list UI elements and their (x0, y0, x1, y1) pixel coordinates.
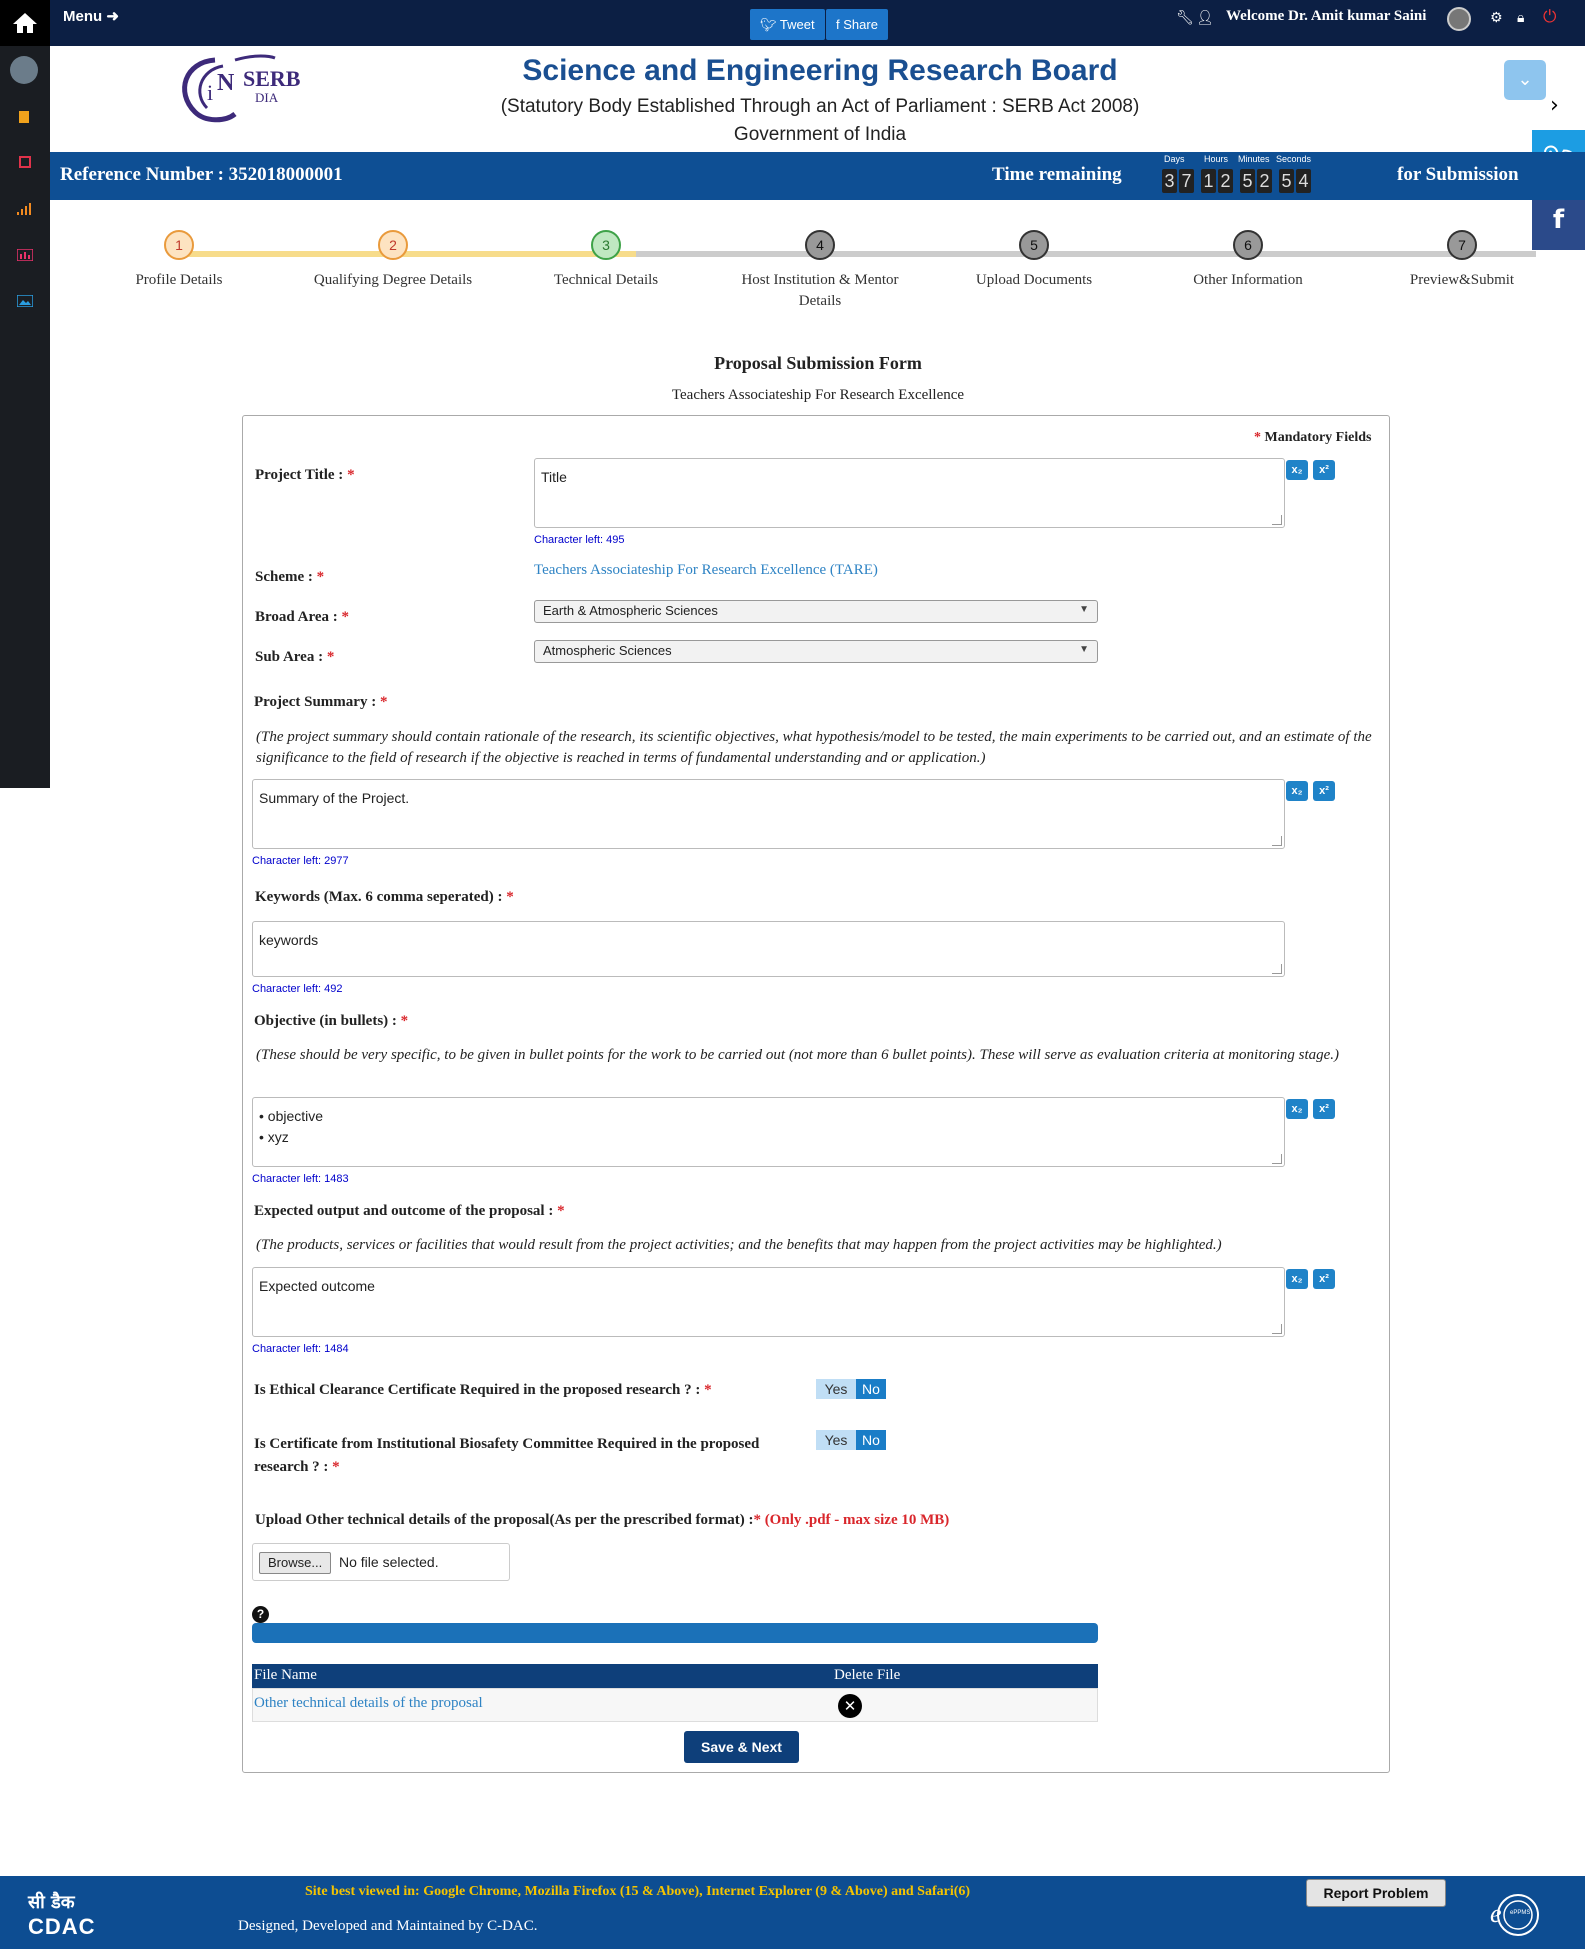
upload-progress-bar (252, 1623, 1098, 1643)
save-next-button[interactable]: Save & Next (684, 1731, 799, 1763)
resize-grip[interactable] (1272, 515, 1282, 525)
browser-note: Site best viewed in: Google Chrome, Mozilla Firefox (15 & Above), Internet Explorer (9 & Above) and Safari(6) (305, 1884, 971, 1899)
developer-note: Designed, Developed and Maintained by C-DAC. (238, 1918, 538, 1934)
days-label: Days (1164, 154, 1185, 164)
no-file-text: No file selected. (339, 1554, 439, 1570)
label-text: Scheme : (255, 569, 317, 585)
countdown-digit: 3 (1162, 169, 1177, 193)
summary-value: Summary of the Project. (259, 790, 410, 806)
step-profile-details[interactable] (79, 230, 279, 291)
required-asterisk: * (326, 649, 335, 665)
label-text: Project Title : (255, 467, 348, 483)
required-asterisk: * (400, 1013, 409, 1029)
minutes-label: Minutes (1238, 154, 1270, 164)
upload-note: (Only .pdf - max size 10 MB) (764, 1512, 950, 1528)
signal-icon[interactable] (17, 203, 33, 217)
step-technical-details[interactable] (506, 230, 706, 291)
subscript-button[interactable]: x₂ (1286, 1269, 1308, 1289)
keywords-value: keywords (259, 932, 319, 948)
summary-label (254, 694, 387, 711)
countdown-digit: 5 (1240, 169, 1255, 193)
scheme-label (255, 569, 324, 586)
column-file-name: File Name (254, 1667, 317, 1683)
table-row (252, 1688, 1098, 1722)
superscript-button[interactable]: x² (1313, 781, 1335, 801)
subscript-button[interactable]: x₂ (1286, 781, 1308, 801)
label-text: Expected output and outcome of the proposal : (254, 1203, 558, 1219)
required-asterisk: * (316, 569, 325, 585)
required-asterisk: * (506, 889, 514, 905)
eppms-logo (1484, 1890, 1546, 1940)
step-number: 2 (378, 230, 408, 260)
objective-input[interactable] (252, 1097, 1285, 1167)
subscript-button[interactable]: x₂ (1286, 1099, 1308, 1119)
resize-grip[interactable] (1272, 1324, 1282, 1334)
step-other-information[interactable] (1148, 230, 1348, 291)
required-asterisk: * (753, 1512, 761, 1528)
step-qualifying-degree[interactable] (293, 230, 493, 291)
wrench-icon[interactable]: 🔧︎ (1176, 10, 1194, 26)
superscript-button[interactable]: x² (1313, 1269, 1335, 1289)
tweet-button[interactable] (750, 9, 825, 40)
step-number: 1 (164, 230, 194, 260)
power-icon[interactable]: ⏻ (1543, 7, 1557, 27)
objective-note: (These should be very specific, to be given in bullet points for the work to be carried out (not more than 6 bullet points). These will serve as evaluation criteria at monitoring stage.) (256, 1047, 1340, 1063)
twitter-icon: 🐦︎ (760, 17, 777, 32)
uploaded-files-table (252, 1664, 1098, 1722)
label-text: Is Ethical Clearance Certificate Required in the proposed research ? : (254, 1382, 705, 1398)
objective-line: • xyz (259, 1129, 289, 1145)
seconds-label: Seconds (1276, 154, 1312, 164)
step-label: Host Institution & Mentor Details (741, 272, 899, 309)
toggle-no[interactable]: No (856, 1430, 886, 1450)
settings-icon[interactable]: ⚙ (1490, 10, 1503, 26)
progress-stepper (50, 230, 1550, 330)
upload-label (255, 1512, 949, 1529)
resize-grip[interactable] (1272, 1154, 1282, 1164)
svg-text:N: N (217, 70, 235, 96)
facebook-icon: f (1552, 205, 1565, 235)
project-title-label (255, 467, 355, 484)
cdac-text: CDAC (28, 1914, 96, 1939)
collapse-header-button[interactable] (1504, 60, 1546, 100)
label-text: Is Certificate from Institutional Biosafety Committee Required in the proposed research ? : (254, 1436, 760, 1475)
sub-area-select[interactable] (534, 640, 1098, 663)
required-asterisk: * (341, 609, 350, 625)
step-number: 6 (1233, 230, 1263, 260)
help-icon[interactable]: ? (252, 1606, 269, 1623)
label-text: Objective (in bullets) : (254, 1013, 401, 1029)
logo-subtext: DIA (255, 90, 279, 105)
outcome-char-count: Character left: 1484 (252, 1343, 349, 1355)
dropdown-arrow-icon: ▼ (1079, 604, 1089, 615)
objective-char-count: Character left: 1483 (252, 1173, 349, 1185)
mandatory-label: Mandatory Fields (1264, 430, 1372, 445)
superscript-button[interactable]: x² (1313, 1099, 1335, 1119)
step-number: 3 (591, 230, 621, 260)
menu-toggle[interactable] (63, 7, 119, 25)
outcome-input[interactable] (252, 1267, 1285, 1337)
left-sidebar (0, 46, 50, 788)
biosafety-toggle[interactable] (816, 1430, 886, 1450)
step-label: Profile Details (135, 272, 223, 288)
label-text: Sub Area : (255, 649, 327, 665)
keywords-label (255, 889, 514, 906)
label-text: Project Summary : (254, 694, 380, 710)
browse-button[interactable]: Browse... (259, 1552, 331, 1574)
countdown-digit: 1 (1201, 169, 1216, 193)
for-submission-label: for Submission (1397, 164, 1519, 185)
logo-text: SERB (243, 66, 301, 91)
step-label: Technical Details (553, 272, 659, 288)
delete-icon[interactable]: ✕ (838, 1694, 862, 1718)
sub-area-label (255, 649, 334, 666)
step-upload-documents[interactable] (934, 230, 1134, 291)
file-link[interactable]: Other technical details of the proposal (254, 1695, 483, 1711)
image-glyph (17, 295, 33, 307)
step-label: Preview&Submit (1409, 272, 1515, 288)
site-footer (0, 1876, 1585, 1949)
government-label: Government of India (733, 124, 907, 145)
outcome-value: Expected outcome (259, 1278, 375, 1294)
keywords-char-count: Character left: 492 (252, 983, 343, 995)
sign-in-icon: ➜ (106, 8, 119, 25)
reference-number: Reference Number : 352018000001 (60, 164, 343, 185)
countdown-digit: 2 (1257, 169, 1272, 193)
toggle-no[interactable]: No (856, 1379, 886, 1399)
hours-label: Hours (1204, 154, 1229, 164)
required-asterisk: * (704, 1382, 712, 1398)
project-title-value: Title (541, 469, 567, 485)
svg-text:e: e (1490, 1899, 1502, 1928)
toggle-yes[interactable]: Yes (816, 1379, 856, 1399)
outcome-label (254, 1203, 565, 1220)
broad-area-select[interactable] (534, 600, 1098, 623)
label-text: Broad Area : (255, 609, 342, 625)
countdown-timer (1162, 154, 1332, 198)
document-icon[interactable] (19, 111, 29, 123)
form-heading: Proposal Submission Form (714, 353, 922, 373)
step-label: Qualifying Degree Details (313, 272, 473, 288)
countdown-digit: 5 (1279, 169, 1294, 193)
home-icon (12, 11, 38, 35)
chevron-down-icon: ⌄ (1517, 69, 1533, 90)
dropdown-arrow-icon: ▼ (1079, 644, 1089, 655)
profile-avatar[interactable] (1447, 7, 1471, 31)
top-navbar (0, 0, 1585, 46)
objective-label (254, 1013, 408, 1030)
reference-bar (50, 152, 1585, 200)
column-delete-file: Delete File (834, 1667, 901, 1683)
step-preview-submit[interactable] (1362, 230, 1562, 291)
share-label: Share (843, 17, 878, 32)
ethical-clearance-label (254, 1382, 712, 1399)
chevron-right-icon[interactable]: › (1550, 93, 1559, 118)
required-asterisk: * (557, 1203, 565, 1219)
label-text: Keywords (Max. 6 comma seperated) : (255, 889, 507, 905)
signal-bars (17, 203, 33, 215)
subscript-button[interactable]: x₂ (1286, 460, 1308, 480)
page-subtitle: (Statutory Body Established Through an Act of Parliament : SERB Act 2008) (500, 96, 1140, 117)
tweet-label: Tweet (779, 17, 815, 32)
cdac-logo (28, 1890, 96, 1940)
file-input[interactable] (252, 1543, 510, 1581)
required-asterisk: * (379, 694, 388, 710)
summary-note: (The project summary should contain rationale of the research, its scientific objectives, what hypothesis/model to be tested, the main experiments to be carried out, and an estimate of the significance to the field of research if the objective is reached in terms of fundamental understanding and or application.) (256, 729, 1372, 766)
step-host-institution[interactable] (720, 230, 920, 312)
required-asterisk: * (332, 1459, 340, 1475)
countdown-digit: 7 (1179, 169, 1194, 193)
ethical-clearance-toggle[interactable] (816, 1379, 886, 1399)
menu-label: Menu (63, 8, 103, 25)
biosafety-label (254, 1433, 794, 1479)
home-button[interactable] (0, 0, 50, 46)
summary-input[interactable] (252, 779, 1285, 849)
countdown-digit: 4 (1296, 169, 1311, 193)
project-title-char-count: Character left: 495 (534, 534, 625, 546)
keywords-input[interactable] (252, 921, 1285, 977)
required-asterisk: * (1254, 430, 1261, 445)
label-text: Upload Other technical details of the proposal(As per the prescribed format) : (255, 1512, 754, 1528)
time-remaining-label: Time remaining (992, 164, 1122, 185)
outcome-note: (The products, services or facilities that would result from the project activities; and the benefits that may happen from the project activities may be highlighted.) (256, 1237, 1222, 1253)
sub-area-selected: Atmospheric Sciences (543, 643, 672, 658)
image-icon[interactable] (17, 295, 33, 309)
summary-char-count: Character left: 2977 (252, 855, 349, 867)
svg-text:i: i (207, 80, 214, 105)
table-header (252, 1664, 1098, 1688)
edit-icon[interactable] (19, 156, 31, 168)
share-button[interactable] (826, 9, 888, 40)
step-label: Other Information (1193, 272, 1303, 288)
project-title-input[interactable] (534, 458, 1285, 528)
superscript-button[interactable]: x² (1313, 460, 1335, 480)
broad-area-selected: Earth & Atmospheric Sciences (543, 603, 718, 618)
mandatory-note (1254, 430, 1371, 446)
sidebar-avatar[interactable] (10, 56, 38, 84)
eppms-text: ePPMS (1510, 1910, 1531, 1916)
step-number: 7 (1447, 230, 1477, 260)
user-icon: 👤︎ (1196, 10, 1214, 26)
bar-chart-icon[interactable] (17, 249, 33, 263)
facebook-icon: f (836, 17, 840, 32)
toggle-yes[interactable]: Yes (816, 1430, 856, 1450)
page-title: Science and Engineering Research Board (522, 54, 1118, 87)
lock-icon[interactable]: 🔒︎ (1517, 10, 1525, 26)
cdac-hindi: सी डैक (28, 1892, 75, 1913)
broad-area-label (255, 609, 349, 626)
step-label: Upload Documents (975, 272, 1093, 288)
report-problem-button[interactable]: Report Problem (1306, 1879, 1446, 1907)
welcome-text: Welcome Dr. Amit kumar Saini (1226, 8, 1427, 24)
serb-logo (175, 52, 325, 127)
countdown-digit: 2 (1218, 169, 1233, 193)
form-subheading: Teachers Associateship For Research Excellence (671, 387, 965, 403)
step-number: 5 (1019, 230, 1049, 260)
resize-grip[interactable] (1272, 964, 1282, 974)
resize-grip[interactable] (1272, 836, 1282, 846)
required-asterisk: * (347, 467, 355, 483)
objective-line: • objective (259, 1108, 324, 1124)
bar-chart-glyph (17, 249, 33, 261)
scheme-value: Teachers Associateship For Research Excellence (TARE) (534, 562, 878, 578)
step-number: 4 (805, 230, 835, 260)
